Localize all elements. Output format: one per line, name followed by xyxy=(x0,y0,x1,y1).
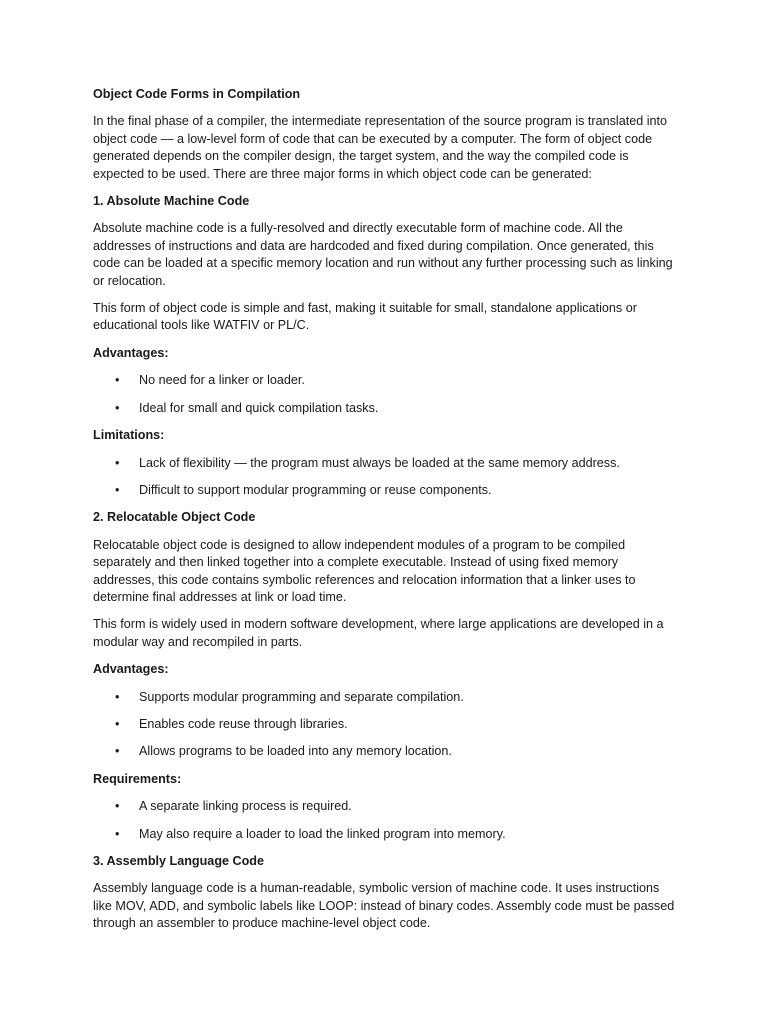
list-item-text: Ideal for small and quick compilation tasks. xyxy=(139,400,379,415)
bullet-icon: • xyxy=(115,799,120,814)
bullet-icon: • xyxy=(115,400,120,415)
list-item-text: Lack of flexibility — the program must always be loaded at the same memory address. xyxy=(139,455,620,470)
bullet-icon: • xyxy=(115,826,120,841)
bullet-icon: • xyxy=(115,373,120,388)
section-paragraph: This form is widely used in modern software development, where large applications are developed in a modular way and recompiled in parts. xyxy=(93,617,664,649)
section-paragraph: Assembly language code is a human-readable, symbolic version of machine code. It uses instructions like MOV, ADD, and symbolic labels like LOOP: instead of binary codes. Assembly code must be passed through an assembler to produce machine-level object code. xyxy=(93,881,675,931)
section-relocatable-object-code xyxy=(93,509,676,843)
list-item-text: Enables code reuse through libraries. xyxy=(139,716,348,731)
document-title: Object Code Forms in Compilation xyxy=(93,87,301,101)
list-item-text: Difficult to support modular programming or reuse components. xyxy=(139,482,492,497)
list-item xyxy=(93,400,676,417)
section-heading: 1. Absolute Machine Code xyxy=(93,194,250,209)
list-item xyxy=(93,455,676,472)
list-item-text: No need for a linker or loader. xyxy=(139,373,305,388)
list-item xyxy=(93,798,676,815)
bullet-icon: • xyxy=(115,716,120,731)
intro-paragraph: In the final phase of a compiler, the intermediate representation of the source program is translated into object code — a low-level form of code that can be executed by a computer. The form of object code generated depends on the compiler design, the target system, and the way the compiled code is expected to be used. There are three major forms in which object code can be generated: xyxy=(93,114,668,181)
list-label-advantages: Advantages: xyxy=(93,662,169,677)
section-paragraph: Relocatable object code is designed to allow independent modules of a program to be compiled separately and then linked together into a complete executable. Instead of using fixed memory addresses, this code contains symbolic references and relocation information that a linker uses to determine final addresses at link or load time. xyxy=(93,537,636,604)
section-heading: 2. Relocatable Object Code xyxy=(93,510,256,525)
advantages-list xyxy=(93,689,676,761)
list-item xyxy=(93,372,676,389)
list-item xyxy=(93,743,676,760)
list-item-text: A separate linking process is required. xyxy=(139,799,352,814)
section-absolute-machine-code xyxy=(93,193,676,499)
list-item xyxy=(93,716,676,733)
list-item-text: Supports modular programming and separate compilation. xyxy=(139,689,464,704)
list-item-text: May also require a loader to load the linked program into memory. xyxy=(139,826,506,841)
bullet-icon: • xyxy=(115,689,120,704)
section-assembly-language-code xyxy=(93,853,676,933)
section-paragraph: This form of object code is simple and fast, making it suitable for small, standalone applications or educational tools like WATFIV or PL/C. xyxy=(93,301,637,333)
advantages-list xyxy=(93,372,676,417)
requirements-list xyxy=(93,798,676,843)
list-label-requirements: Requirements: xyxy=(93,771,182,786)
bullet-icon: • xyxy=(115,744,120,759)
list-item xyxy=(93,482,676,499)
list-item xyxy=(93,826,676,843)
list-item-text: Allows programs to be loaded into any memory location. xyxy=(139,744,452,759)
section-paragraph: Absolute machine code is a fully-resolved and directly executable form of machine code. All the addresses of instructions and data are hardcoded and fixed during compilation. Once generated, this code can be loaded at a specific memory location and run without any further processing such as linking or relocation. xyxy=(93,221,673,288)
list-item xyxy=(93,689,676,706)
bullet-icon: • xyxy=(115,455,120,470)
limitations-list xyxy=(93,455,676,500)
bullet-icon: • xyxy=(115,482,120,497)
list-label-advantages: Advantages: xyxy=(93,345,169,360)
list-label-limitations: Limitations: xyxy=(93,428,165,443)
section-heading: 3. Assembly Language Code xyxy=(93,854,264,868)
